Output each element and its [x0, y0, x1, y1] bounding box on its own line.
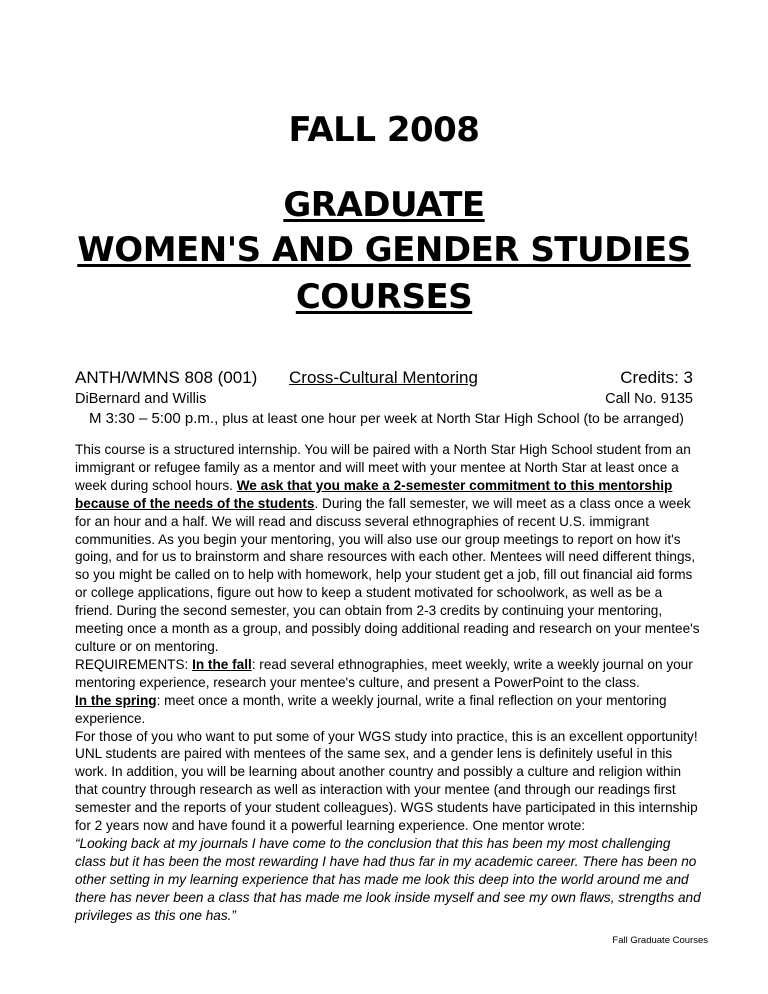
- heading-courses-text: COURSES: [295, 277, 473, 317]
- instructor-line: [75, 391, 693, 411]
- description-text-cont: . During the fall semester, we will meet as a class once a week for an hour and a half. We will read and discuss several ethnographies of recent U.S. immigrant communities. As you begin your mentoring, you will also use our group meetings to report on how it's going, and for us to brainstorm and share resources with each other. Mentees will need different things, so you might be called on to help with homework, help your student get a job, fill out financial aid forms or college applications, figure out how to keep a student motivated for schoolwork, as well as be a friend. During the second semester, you can obtain from 2-3 credits by continuing your mentoring, meeting once a month as a group, and possibly doing additional reading and research on your mentee's culture or on mentoring.: [75, 495, 700, 654]
- description-text: This course is a structured internship. You will be paired with a North Star High School student from an immigrant or refugee family as a mentor and will meet with your mentee at North Star at least once a week during school hours.: [75, 442, 691, 493]
- wgs-paragraph: For those of you who want to put some of your WGS study into practice, this is an excellent opportunity! UNL students are paired with mentees of the same sex, and a gender lens is definitely useful in this work. In addition, you will be learning about another country and possibly a culture and religion within that country through research as well as interaction with your mentee (and through our readings first semester and the reports of your student colleagues). WGS students have participated in this internship for 2 years now and have found it a powerful learning experience. One mentor wrote:: [75, 728, 698, 834]
- requirements-paragraph: [75, 656, 703, 692]
- fall-requirements: : read several ethnographies, meet weekly, write a weekly journal on your mentoring experience, research your mentee's culture, and present a PowerPoint to the class.: [75, 656, 693, 690]
- course-header: [75, 368, 693, 390]
- schedule-line: [89, 410, 709, 430]
- course-credits: Credits: 3: [620, 368, 693, 387]
- page-footer: Fall Graduate Courses: [612, 935, 708, 946]
- spring-label: In the spring: [75, 692, 157, 708]
- course-call-number: Call No. 9135: [605, 391, 693, 407]
- course-time-extra: plus at least one hour per week at North Star High School (to be arranged): [222, 410, 684, 426]
- heading-wgs: [0, 230, 768, 270]
- requirements-label: REQUIREMENTS:: [75, 656, 193, 672]
- commitment-note: We ask that you make a 2-semester commitment to this mentorship because of the needs of the students: [75, 477, 673, 511]
- course-description: [75, 441, 703, 924]
- heading-wgs-text: WOMEN'S AND GENDER STUDIES: [77, 230, 691, 270]
- course-title: Cross-Cultural Mentoring: [289, 368, 478, 387]
- course-time: M 3:30 – 5:00 p.m.,: [89, 410, 223, 427]
- fall-label: In the fall: [192, 656, 252, 672]
- heading-graduate: [0, 185, 768, 225]
- course-instructors: DiBernard and Willis: [75, 391, 207, 407]
- heading-courses: [0, 277, 768, 317]
- spring-paragraph: [75, 692, 703, 728]
- spring-requirements: : meet once a month, write a weekly journal, write a final reflection on your mentoring experience.: [75, 692, 667, 726]
- heading-graduate-text: GRADUATE: [283, 185, 485, 225]
- course-code: ANTH/WMNS 808 (001): [75, 368, 258, 387]
- mentor-quote: “Looking back at my journals I have come to the conclusion that this has been my most challenging class but it has been the most rewarding I have had thus far in my academic career. There has been no other setting in my learning experience that has made me look this deep into the world around me and there has never been a class that has made me look inside myself and see my own flaws, strengths and privileges as this one has.”: [75, 835, 701, 923]
- description-paragraph: [75, 441, 703, 656]
- heading-fall-2008: FALL 2008: [288, 110, 480, 150]
